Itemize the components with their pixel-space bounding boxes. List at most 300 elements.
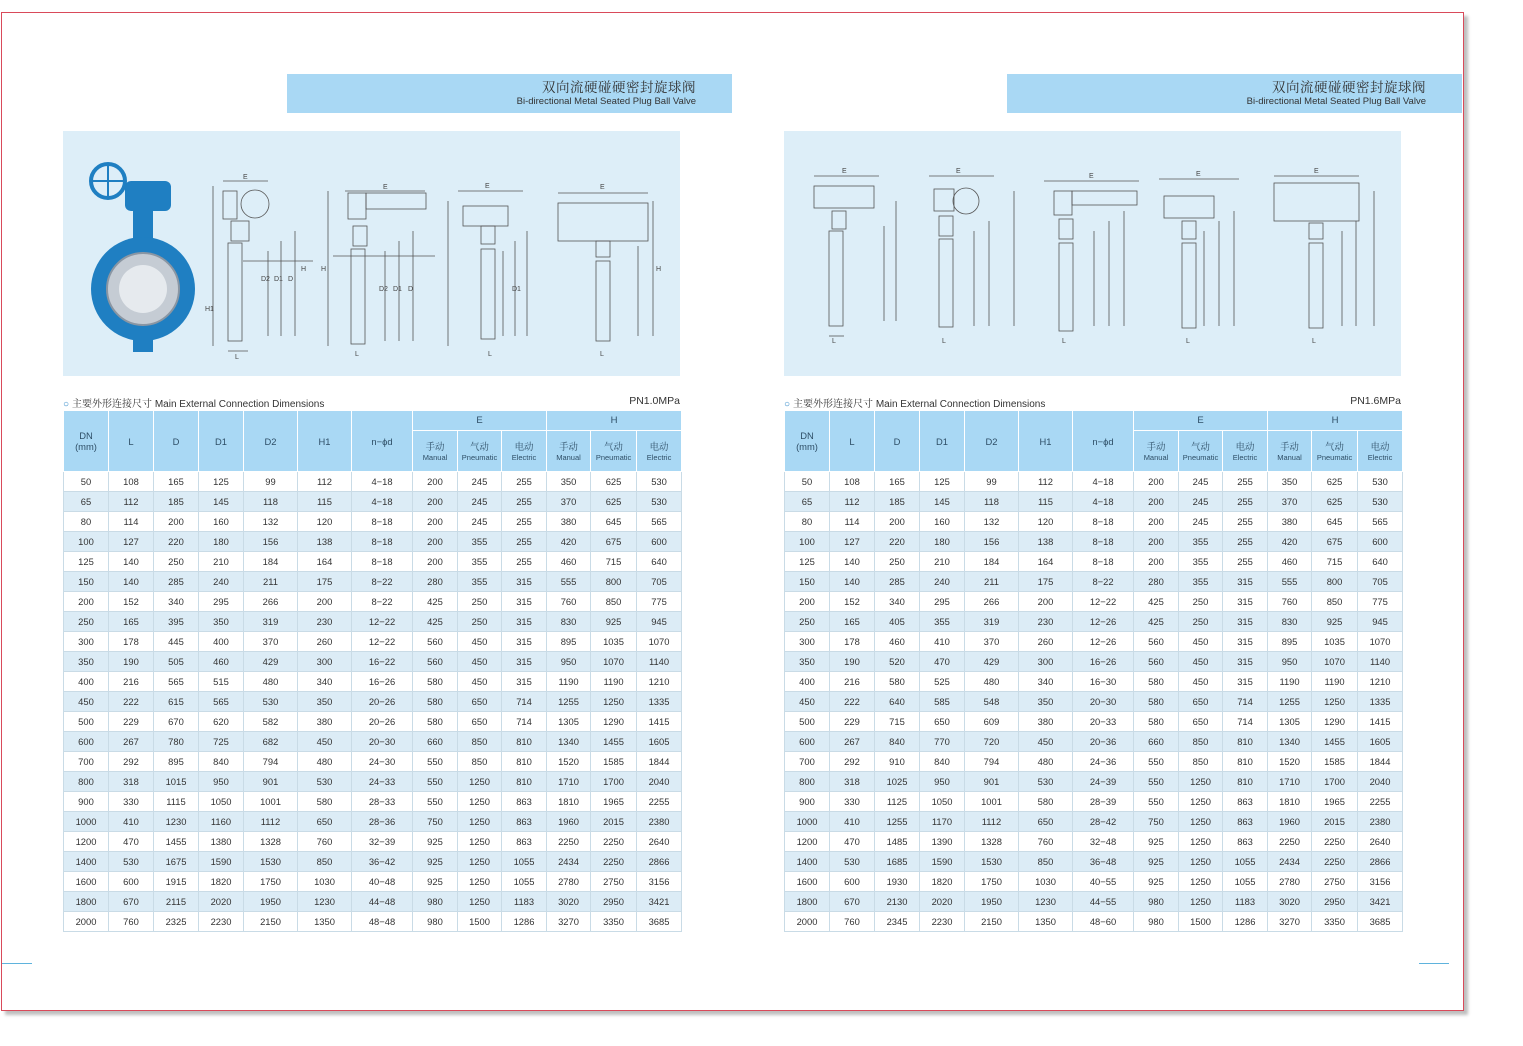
table-cell: 315 [502,572,547,592]
table-cell: 1455 [154,832,199,852]
table-cell: 1290 [1312,712,1358,732]
table-cell: 115 [1019,492,1073,512]
table-cell: 112 [109,492,154,512]
table-cell: 714 [1223,692,1268,712]
table-cell: 900 [64,792,109,812]
table-cell: 670 [109,892,154,912]
table-cell: 3020 [1268,892,1312,912]
table-cell: 550 [1134,792,1179,812]
table-cell: 300 [1019,652,1073,672]
table-cell: 1675 [154,852,199,872]
table-cell: 1230 [298,892,352,912]
table-cell: 2020 [920,892,965,912]
table-cell: 211 [244,572,298,592]
table-cell: 1700 [591,772,637,792]
table-cell: 380 [298,712,352,732]
table-cell: 1965 [591,792,637,812]
table-cell: 1001 [965,792,1019,812]
table-cell: 530 [637,492,682,512]
table-cell: 560 [1134,652,1179,672]
table-cell: 863 [502,812,547,832]
table-cell: 2250 [1312,832,1358,852]
table-cell: 580 [413,672,458,692]
table-cell: 12−22 [352,632,413,652]
table-cell: 164 [298,552,352,572]
table-cell: 65 [64,492,109,512]
section-heading [784,395,1401,409]
header-d1: D1 [199,411,244,472]
table-cell: 670 [830,892,875,912]
table-cell: 1035 [1312,632,1358,652]
table-cell: 1915 [154,872,199,892]
table-cell: 800 [591,572,637,592]
table-cell: 36−42 [352,852,413,872]
table-cell: 700 [785,752,830,772]
valve-photo-icon [91,164,195,352]
table-cell: 1305 [1268,712,1312,732]
table-cell: 210 [920,552,965,572]
table-cell: 425 [413,592,458,612]
table-cell: 470 [920,652,965,672]
table-cell: 565 [199,692,244,712]
table-cell: 1250 [458,852,502,872]
table-cell: 156 [244,532,298,552]
table-row [64,512,682,532]
table-cell: 370 [244,632,298,652]
table-cell: 178 [830,632,875,652]
table-cell: 266 [244,592,298,612]
table-cell: 100 [64,532,109,552]
dimensions-table [63,410,682,932]
table-cell: 315 [502,632,547,652]
table-cell: 1255 [875,812,920,832]
table-cell: 200 [1134,512,1179,532]
header-h-manual: 手动 Manual [547,431,591,472]
table-cell: 600 [637,532,682,552]
table-cell: 1250 [1179,832,1223,852]
table-cell: 1710 [1268,772,1312,792]
table-cell: 229 [830,712,875,732]
table-cell: 460 [1268,552,1312,572]
table-cell: 850 [458,732,502,752]
table-cell: 705 [1358,572,1403,592]
table-cell: 1750 [244,872,298,892]
header-e-electric: 电动 Electric [502,431,547,472]
table-cell: 20−26 [352,692,413,712]
table-cell: 118 [244,492,298,512]
table-cell: 505 [154,652,199,672]
table-cell: 445 [154,632,199,652]
table-cell: 429 [965,652,1019,672]
header-e: E [413,411,547,431]
table-cell: 650 [458,692,502,712]
table-cell: 580 [413,692,458,712]
label-h-4: H [656,266,662,273]
table-cell: 410 [830,812,875,832]
table-cell: 350 [785,652,830,672]
title-zh: 双向流硬碰硬密封旋球阀 [542,80,696,96]
table-cell: 548 [965,692,1019,712]
table-cell: 1200 [64,832,109,852]
table-cell: 650 [920,712,965,732]
table-row [785,512,1403,532]
table-cell: 315 [1223,632,1268,652]
catalog-spread [1,12,1464,1011]
table-cell: 1685 [875,852,920,872]
table-cell: 1050 [199,792,244,812]
table-cell: 1950 [965,892,1019,912]
table-cell: 800 [64,772,109,792]
table-cell: 775 [1358,592,1403,612]
table-cell: 285 [154,572,199,592]
label-l-a: L [832,338,836,345]
table-cell: 180 [199,532,244,552]
table-cell: 863 [1223,792,1268,812]
table-cell: 530 [830,852,875,872]
table-cell: 200 [413,492,458,512]
table-cell: 8−18 [352,532,413,552]
table-cell: 950 [547,652,591,672]
table-cell: 550 [1134,772,1179,792]
table-cell: 1190 [1268,672,1312,692]
table-cell: 1190 [1312,672,1358,692]
table-cell: 850 [1019,852,1073,872]
valve-drawings [784,131,1401,376]
table-cell: 44−48 [352,892,413,912]
table-cell: 615 [154,692,199,712]
table-cell: 925 [1134,832,1179,852]
table-cell: 250 [875,552,920,572]
table-cell: 925 [1312,612,1358,632]
table-cell: 1170 [920,812,965,832]
table-cell: 2780 [1268,872,1312,892]
table-cell: 1055 [502,852,547,872]
table-cell: 1286 [1223,912,1268,932]
table-cell: 125 [920,472,965,492]
table-cell: 1710 [547,772,591,792]
table-cell: 1230 [1019,892,1073,912]
table-cell: 425 [1134,612,1179,632]
table-cell: 200 [413,472,458,492]
table-cell: 1250 [458,792,502,812]
table-cell: 580 [1134,712,1179,732]
table-cell: 300 [785,632,830,652]
table-cell: 625 [591,472,637,492]
section-title: 主要外形连接尺寸 Main External Connection Dimensions [793,399,1046,410]
table-cell: 400 [64,672,109,692]
table-cell: 1485 [875,832,920,852]
table-cell: 156 [965,532,1019,552]
table-cell: 530 [1358,472,1403,492]
table-cell: 330 [830,792,875,812]
table-cell: 355 [1179,572,1223,592]
table-cell: 132 [965,512,1019,532]
table-cell: 1810 [547,792,591,812]
table-cell: 600 [109,872,154,892]
table-cell: 184 [965,552,1019,572]
table-cell: 901 [965,772,1019,792]
table-cell: 285 [875,572,920,592]
table-cell: 355 [920,612,965,632]
table-cell: 2640 [637,832,682,852]
table-cell: 600 [830,872,875,892]
table-cell: 810 [1223,752,1268,772]
table-cell: 4−18 [352,492,413,512]
table-cell: 3156 [1358,872,1403,892]
table-cell: 925 [413,872,458,892]
table-cell: 2150 [244,912,298,932]
table-cell: 112 [298,472,352,492]
table-cell: 895 [547,632,591,652]
table-cell: 425 [413,612,458,632]
table-cell: 150 [64,572,109,592]
table-cell: 1250 [1179,892,1223,912]
drawing-row [814,176,1374,336]
table-cell: 760 [1268,592,1312,612]
drawing-pneumatic [328,191,435,346]
header-nd: n−ϕd [352,411,413,472]
table-cell: 2250 [1268,832,1312,852]
table-cell: 580 [413,712,458,732]
table-cell: 810 [502,732,547,752]
table-cell: 355 [1179,552,1223,572]
table-cell: 3685 [637,912,682,932]
valve-figure-panel [63,131,680,376]
label-d2-2: D2 [379,286,388,293]
table-cell: 450 [1179,632,1223,652]
table-cell: 450 [458,652,502,672]
table-cell: 200 [1134,532,1179,552]
table-cell: 80 [785,512,830,532]
label-h-2: H [321,266,327,273]
table-cell: 250 [1179,592,1223,612]
table-cell: 1585 [1312,752,1358,772]
table-cell: 315 [502,612,547,632]
table-cell: 40−55 [1073,872,1134,892]
table-cell: 560 [413,652,458,672]
table-cell: 16−30 [1073,672,1134,692]
table-cell: 555 [1268,572,1312,592]
table-cell: 1055 [502,872,547,892]
table-cell: 222 [830,692,875,712]
table-cell: 650 [1179,692,1223,712]
table-row [64,812,682,832]
table-cell: 140 [830,572,875,592]
table-cell: 20−36 [1073,732,1134,752]
table-cell: 3156 [637,872,682,892]
table-cell: 350 [298,692,352,712]
table-cell: 108 [109,472,154,492]
table-cell: 315 [1223,612,1268,632]
table-cell: 725 [199,732,244,752]
table-cell: 450 [298,732,352,752]
table-cell: 460 [875,632,920,652]
table-row [64,492,682,512]
header-h1: H1 [298,411,352,472]
label-h1: H1 [205,306,214,313]
table-row [64,852,682,872]
table-cell: 863 [502,832,547,852]
table-cell: 12−22 [352,612,413,632]
table-cell: 24−33 [352,772,413,792]
table-cell: 2325 [154,912,199,932]
table-cell: 980 [413,892,458,912]
table-row [785,672,1403,692]
table-cell: 8−18 [352,552,413,572]
table-cell: 1035 [591,632,637,652]
table-cell: 863 [502,792,547,812]
table-cell: 340 [154,592,199,612]
label-e-c: E [1089,173,1094,180]
table-cell: 650 [298,812,352,832]
table-cell: 1844 [637,752,682,772]
table-cell: 530 [637,472,682,492]
table-cell: 175 [1019,572,1073,592]
table-cell: 1286 [502,912,547,932]
table-cell: 863 [1223,832,1268,852]
table-cell: 319 [244,612,298,632]
table-cell: 950 [1268,652,1312,672]
table-cell: 580 [1019,792,1073,812]
header-l: L [830,411,875,472]
table-cell: 1183 [502,892,547,912]
table-cell: 44−55 [1073,892,1134,912]
table-cell: 2380 [1358,812,1403,832]
table-cell: 1160 [199,812,244,832]
table-cell: 560 [1134,632,1179,652]
table-cell: 780 [154,732,199,752]
table-cell: 370 [1268,492,1312,512]
table-cell: 1400 [785,852,830,872]
table-cell: 1390 [920,832,965,852]
table-cell: 2250 [1312,852,1358,872]
table-row [64,572,682,592]
header-l: L [109,411,154,472]
table-cell: 600 [1358,532,1403,552]
table-cell: 295 [920,592,965,612]
table-row [64,752,682,772]
label-e-d: E [1196,171,1201,178]
header-d2: D2 [965,411,1019,472]
table-cell: 2255 [637,792,682,812]
table-cell: 830 [1268,612,1312,632]
table-cell: 140 [109,552,154,572]
table-cell: 530 [298,772,352,792]
table-cell: 480 [244,672,298,692]
table-row [64,552,682,572]
table-cell: 200 [1134,552,1179,572]
valve-figure-panel [784,131,1401,376]
title-en: Bi-directional Metal Seated Plug Ball Valve [516,96,696,107]
table-cell: 582 [244,712,298,732]
table-cell: 1125 [875,792,920,812]
table-cell: 1112 [965,812,1019,832]
table-cell: 980 [1134,892,1179,912]
table-row [64,732,682,752]
table-cell: 1810 [1268,792,1312,812]
table-cell: 1001 [244,792,298,812]
table-cell: 112 [1019,472,1073,492]
table-row [785,492,1403,512]
table-cell: 8−18 [1073,512,1134,532]
table-cell: 850 [458,752,502,772]
table-cell: 255 [502,472,547,492]
table-cell: 355 [1179,532,1223,552]
table-cell: 720 [965,732,1019,752]
table-cell: 429 [244,652,298,672]
table-cell: 1250 [458,872,502,892]
table-cell: 260 [1019,632,1073,652]
table-cell: 410 [109,812,154,832]
table-cell: 16−26 [1073,652,1134,672]
table-cell: 675 [1312,532,1358,552]
table-cell: 600 [64,732,109,752]
table-cell: 24−30 [352,752,413,772]
table-cell: 240 [920,572,965,592]
table-cell: 760 [547,592,591,612]
table-cell: 370 [547,492,591,512]
table-cell: 355 [458,552,502,572]
table-cell: 2015 [1312,812,1358,832]
table-cell: 520 [875,652,920,672]
table-cell: 675 [591,532,637,552]
table-row [785,592,1403,612]
table-cell: 292 [109,752,154,772]
table-cell: 330 [109,792,154,812]
table-cell: 700 [64,752,109,772]
table-cell: 255 [1223,552,1268,572]
table-cell: 300 [64,632,109,652]
table-row [64,772,682,792]
table-row [785,612,1403,632]
table-cell: 850 [591,592,637,612]
title-en: Bi-directional Metal Seated Plug Ball Valve [1246,96,1426,107]
table-cell: 245 [458,512,502,532]
table-cell: 350 [547,472,591,492]
table-cell: 1250 [1179,872,1223,892]
table-cell: 380 [1268,512,1312,532]
table-cell: 1183 [1223,892,1268,912]
header-h-electric: 电动 Electric [637,431,682,472]
table-cell: 425 [1134,592,1179,612]
table-cell: 705 [637,572,682,592]
table-cell: 895 [1268,632,1312,652]
table-cell: 340 [298,672,352,692]
label-e: E [243,174,248,181]
table-cell: 1520 [547,752,591,772]
table-cell: 200 [413,532,458,552]
table-cell: 395 [154,612,199,632]
table-cell: 1050 [920,792,965,812]
table-cell: 340 [875,592,920,612]
table-cell: 340 [1019,672,1073,692]
table-row [785,772,1403,792]
table-cell: 190 [109,652,154,672]
pressure-rating: PN1.6MPa [1350,395,1401,407]
table-cell: 220 [154,532,199,552]
header-e-electric: 电动 Electric [1223,431,1268,472]
table-cell: 715 [1312,552,1358,572]
table-cell: 2434 [1268,852,1312,872]
table-cell: 260 [298,632,352,652]
table-cell: 255 [502,512,547,532]
table-cell: 2255 [1358,792,1403,812]
table-cell: 229 [109,712,154,732]
label-l-e: L [1312,338,1316,345]
table-cell: 950 [920,772,965,792]
table-cell: 250 [458,592,502,612]
table-cell: 125 [785,552,830,572]
